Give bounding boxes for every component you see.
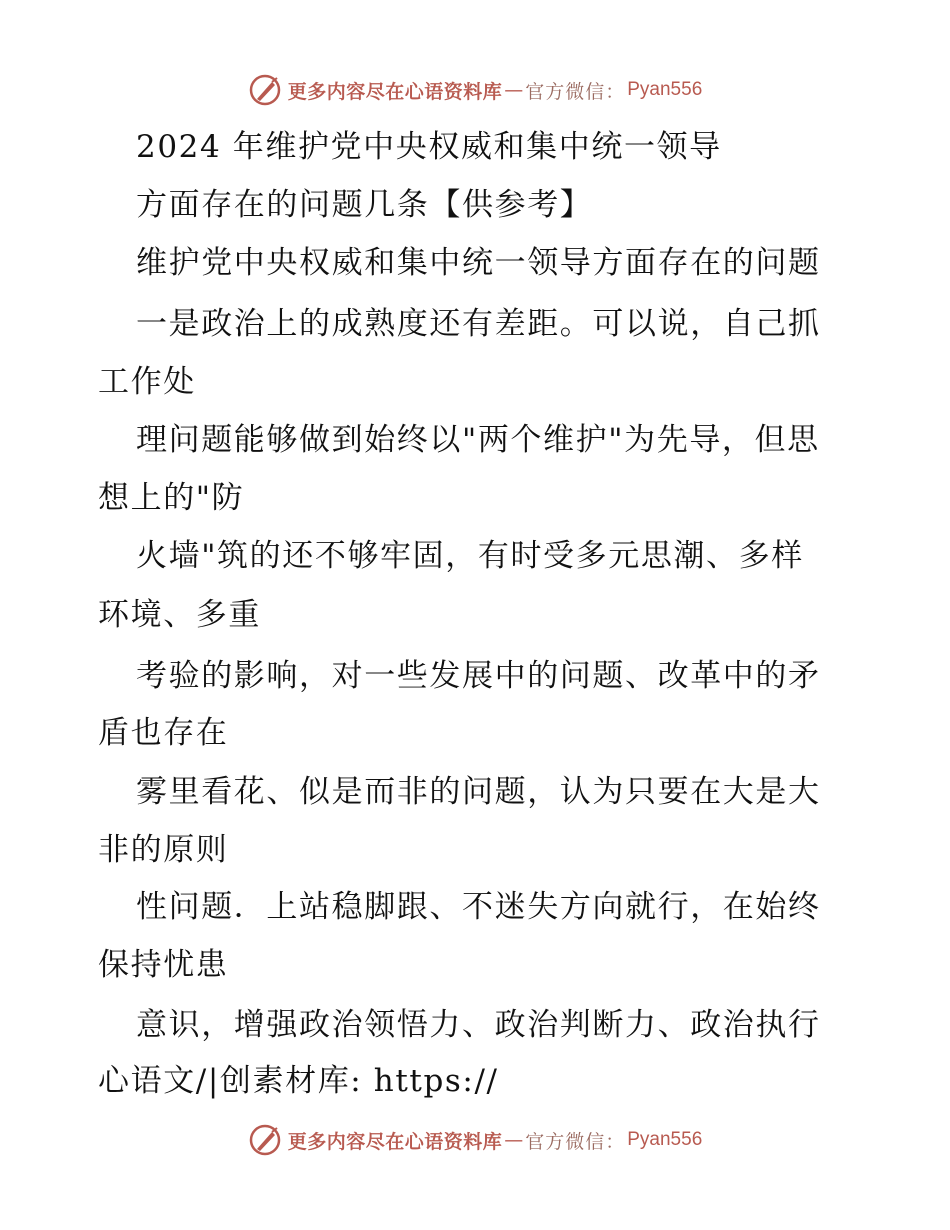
body-line: 一是政治上的成熟度还有差距。可以说，自己抓 [136,306,821,342]
body-line: 环境、多重 [98,597,261,633]
body-line: 火墙"筑的还不够牢固，有时受多元思潮、多样 [136,538,804,574]
body-line: 保持忧患 [98,947,229,983]
doc-title-line-2: 方面存在的问题几条【供参考】 [136,187,593,223]
watermark-sub-text: 官方微信： [525,1130,626,1153]
body-line: 非的原则 [98,832,229,868]
quill-pen-logo-icon [248,1123,282,1157]
body-line: 工作处 [98,364,196,400]
body-line: 性问题．上站稳脚跟、不迷失方向就行，在始终 [136,889,821,925]
watermark-wechat-id: Pyan556 [627,1129,703,1150]
body-line: 维护党中央权威和集中统一领导方面存在的问题 [136,245,821,281]
footer-watermark [0,1120,950,1160]
watermark-dash: — [504,1129,524,1151]
body-line: 雾里看花、似是而非的问题，认为只要在大是大 [136,774,821,810]
doc-title-line-1: 2024 年维护党中央权威和集中统一领导 [136,129,722,165]
watermark-sub-text: 官方微信： [525,80,626,103]
body-line: 理问题能够做到始终以"两个维护"为先导，但思 [136,422,820,458]
body-line: 考验的影响，对一些发展中的问题、改革中的矛 [136,658,821,694]
body-line: 意识，增强政治领悟力、政治判断力、政治执行 [136,1007,821,1043]
watermark-wechat-id: Pyan556 [627,79,703,100]
watermark-main-text: 更多内容尽在心语资料库 [287,80,503,103]
body-line: 想上的"防 [98,480,245,516]
watermark-dash: — [504,79,524,101]
quill-pen-logo-icon [248,73,282,107]
watermark-main-text: 更多内容尽在心语资料库 [287,1130,503,1153]
body-line: 盾也存在 [98,715,229,751]
header-watermark [0,70,950,110]
source-line: 心语文/|创素材库: https:// [98,1063,499,1099]
